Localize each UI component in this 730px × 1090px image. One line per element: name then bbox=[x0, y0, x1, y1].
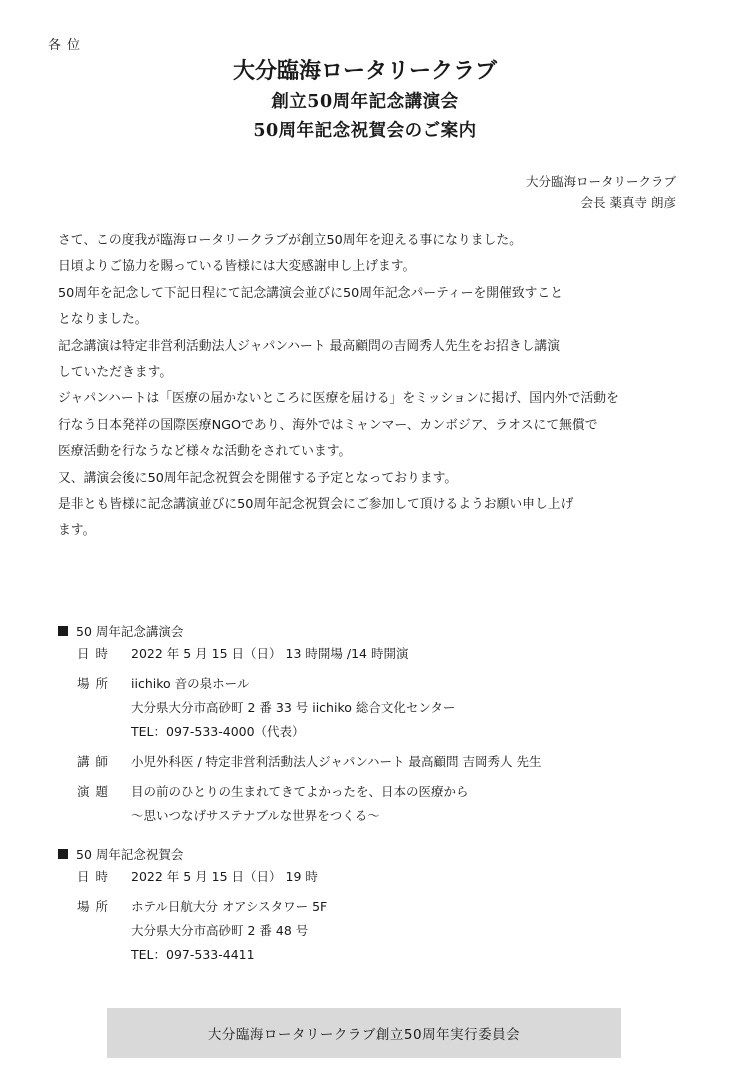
body-line: 日頃よりご協力を賜っている皆様には大変感謝申し上げます。 bbox=[58, 259, 416, 275]
body-line: 是非とも皆様に記念講演並びに50周年記念祝賀会にご参加して頂けるようお願い申し上げ bbox=[58, 497, 574, 513]
venue-label: 場所 bbox=[77, 676, 115, 691]
lecture-venue-name: iichiko 音の泉ホール bbox=[131, 676, 250, 691]
title-main: 大分臨海ロータリークラブ bbox=[232, 58, 497, 84]
body-line: ジャパンハートは「医療の届かないところに医療を届ける」をミッションに掲げ、国内外で活動を bbox=[58, 391, 619, 407]
body-line: ます。 bbox=[58, 523, 96, 539]
celebration-venue-tel: TEL：097-533-4411 bbox=[131, 947, 255, 962]
sender-block bbox=[526, 171, 676, 213]
lecture-venue-row bbox=[58, 672, 698, 744]
sender-org: 大分臨海ロータリークラブ bbox=[525, 174, 676, 189]
body-line: 50周年を記念して下記日程にて記念講演会並びに50周年記念パーティーを開催致すこと bbox=[58, 285, 564, 301]
celebration-venue-row bbox=[58, 895, 698, 967]
body-line: さて、この度我が臨海ロータリークラブが創立50周年を迎える事になりました。 bbox=[58, 233, 522, 248]
celebration-venue-name: ホテル日航大分 オアシスタワー 5F bbox=[131, 899, 328, 914]
lecture-topic-row bbox=[58, 780, 698, 828]
body-line: 又、講演会後に50周年記念祝賀会を開催する予定となっております。 bbox=[58, 470, 458, 486]
lecture-date-row bbox=[58, 642, 698, 666]
sender-person: 会長 薬真寺 朗彦 bbox=[580, 195, 676, 210]
date-label: 日時 bbox=[77, 646, 115, 661]
speaker-label: 講師 bbox=[77, 754, 115, 769]
celebration-venue-address: 大分県大分市高砂町 2 番 48 号 bbox=[131, 923, 309, 938]
venue-label: 場所 bbox=[77, 899, 115, 914]
title-sub-celebration: 50周年記念祝賀会のご案内 bbox=[253, 121, 477, 141]
lecture-heading-row bbox=[58, 620, 698, 642]
title-block bbox=[0, 54, 730, 146]
lecture-date: 2022 年 5 月 15 日（日） 13 時開場 /14 時開演 bbox=[131, 646, 409, 661]
body-line: となりました。 bbox=[58, 312, 148, 328]
lecture-topic-line2: ～思いつなげサステナブルな世界をつくる～ bbox=[131, 808, 380, 823]
celebration-heading-row bbox=[58, 843, 698, 865]
body-line: 記念講演は特定非営利活動法人ジャパンハート 最高顧問の吉岡秀人先生をお招きし講演 bbox=[58, 338, 560, 354]
title-sub-lecture: 創立50周年記念講演会 bbox=[271, 92, 459, 112]
lecture-section bbox=[58, 620, 698, 828]
body-line: 行なう日本発祥の国際医療NGOであり、海外ではミャンマー、カンボジア、ラオスにて無償で bbox=[58, 417, 598, 433]
lecture-heading: 50 周年記念講演会 bbox=[76, 624, 184, 639]
celebration-heading: 50 周年記念祝賀会 bbox=[76, 847, 184, 862]
square-bullet-icon bbox=[58, 849, 68, 859]
organizer-footer: 大分臨海ロータリークラブ創立50周年実行委員会 bbox=[107, 1008, 621, 1058]
lecture-speaker: 小児外科医 / 特定非営利活動法人ジャパンハート 最高顧問 吉岡秀人 先生 bbox=[131, 754, 542, 769]
celebration-date: 2022 年 5 月 15 日（日） 19 時 bbox=[131, 869, 318, 884]
body-text bbox=[58, 228, 690, 545]
addressee: 各位 bbox=[48, 38, 87, 53]
lecture-topic-line1: 目の前のひとりの生まれてきてよかったを、日本の医療から bbox=[131, 784, 469, 799]
celebration-date-row bbox=[58, 865, 698, 889]
celebration-section bbox=[58, 843, 698, 967]
body-line: 医療活動を行なうなど様々な活動をされています。 bbox=[58, 444, 352, 460]
lecture-speaker-row bbox=[58, 750, 698, 774]
body-line: していただきます。 bbox=[58, 365, 173, 381]
topic-label: 演題 bbox=[77, 784, 115, 799]
date-label: 日時 bbox=[77, 869, 115, 884]
lecture-venue-address: 大分県大分市高砂町 2 番 33 号 iichiko 総合文化センター bbox=[131, 700, 456, 715]
lecture-venue-tel: TEL：097-533-4000（代表） bbox=[131, 724, 305, 739]
square-bullet-icon bbox=[58, 626, 68, 636]
